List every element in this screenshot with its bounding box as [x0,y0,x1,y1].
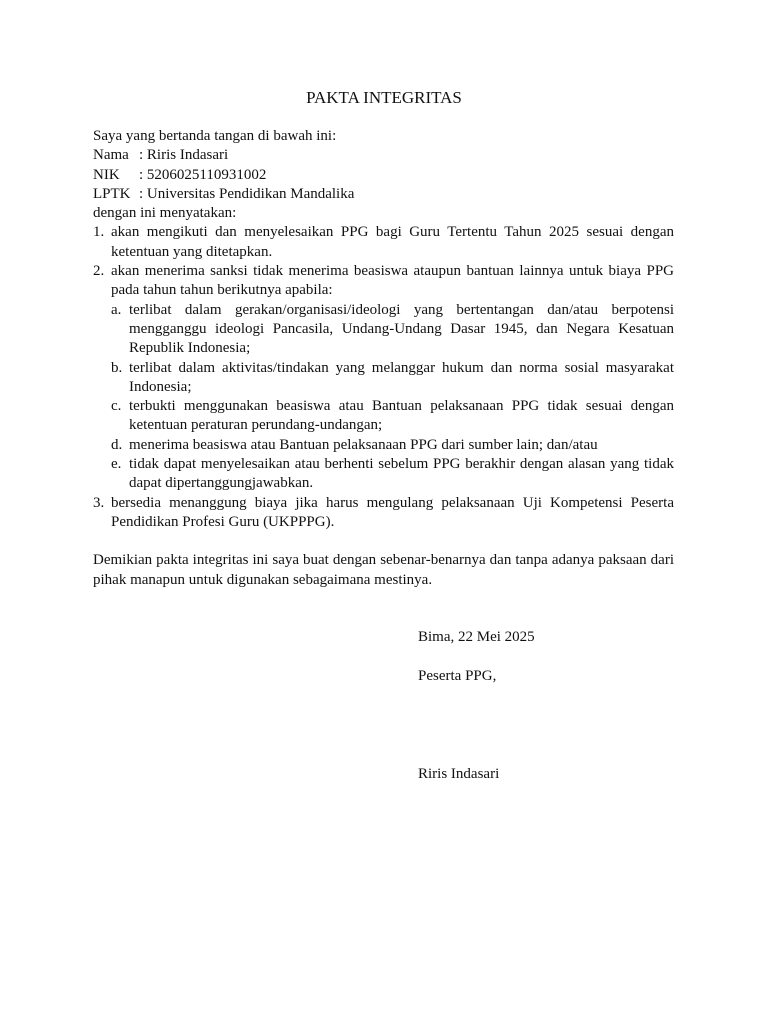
sublist-marker: d. [111,436,123,453]
sublist-item [111,436,674,455]
sublist-marker: a. [111,301,122,318]
identity-lptk-row [93,185,674,204]
list-marker: 1. [93,224,105,241]
list-item-text: akan menerima sanksi tidak menerima beasiswa ataupun bantuan lainnya untuk biaya PPG pada tahun tahun berikutnya apabila: [111,263,674,299]
identity-value: : 5206025110931002 [139,166,267,183]
sublist-item-text: terlibat dalam gerakan/organisasi/ideologi yang bertentangan dan/atau berpotensi mengganggu ideologi Pancasila, Undang-Undang Dasar 1945, dan Negara Kesatuan Republik Indonesia; [129,301,674,357]
list-item [93,262,674,494]
intro-text: Saya yang bertanda tangan di bawah ini: [93,128,337,144]
sublist-item [111,455,674,494]
list-marker: 3. [93,494,105,511]
sublist-item [111,359,674,398]
list-item-text: bersedia menanggung biaya jika harus mengulang pelaksanaan Uji Kompetensi Peserta Pendidikan Profesi Guru (UKPPPG). [111,494,674,530]
signature-role: Peserta PPG, [418,668,497,684]
signature-name: Riris Indasari [418,766,500,782]
identity-label: NIK [93,166,120,183]
sublist-item-text: terbukti menggunakan beasiswa atau Bantuan pelaksanaan PPG tidak sesuai dengan ketentuan peraturan perundang-undangan; [129,398,674,434]
identity-value: : Riris Indasari [139,147,229,164]
closing-statement: Demikian pakta integritas ini saya buat dengan sebenar-benarnya dan tanpa adanya paksaan dari pihak manapun untuk digunakan sebagaimana mestinya. [93,552,674,588]
identity-name-row [93,146,674,165]
declaration-lead: dengan ini menyatakan: [93,205,237,222]
sublist-item-text: terlibat dalam aktivitas/tindakan yang melanggar hukum dan norma sosial masyarakat Indonesia; [129,359,674,395]
list-item-text: akan mengikuti dan menyelesaikan PPG bagi Guru Tertentu Tahun 2025 sesuai dengan ketentuan yang ditetapkan. [111,224,674,260]
sublist-item-text: tidak dapat menyelesaikan atau berhenti sebelum PPG berakhir dengan alasan yang tidak dapat dipertanggungjawabkan. [129,456,674,492]
declaration-list [93,223,674,532]
sanction-sublist [111,301,674,494]
sublist-marker: c. [111,398,122,415]
document-body [93,127,674,590]
sublist-marker: b. [111,359,123,376]
list-marker: 2. [93,263,105,280]
identity-label: LPTK [93,185,131,202]
signature-place-date: Bima, 22 Mei 2025 [418,629,535,645]
identity-label: Nama [93,147,129,164]
identity-value: : Universitas Pendidikan Mandalika [139,185,355,202]
document-title: PAKTA INTEGRITAS [306,88,462,107]
list-item [93,223,674,262]
sublist-item [111,397,674,436]
sublist-item-text: menerima beasiswa atau Bantuan pelaksanaan PPG dari sumber lain; dan/atau [129,436,598,453]
list-item [93,494,674,533]
sublist-marker: e. [111,456,122,473]
identity-nik-row [93,166,674,185]
sublist-item [111,301,674,359]
